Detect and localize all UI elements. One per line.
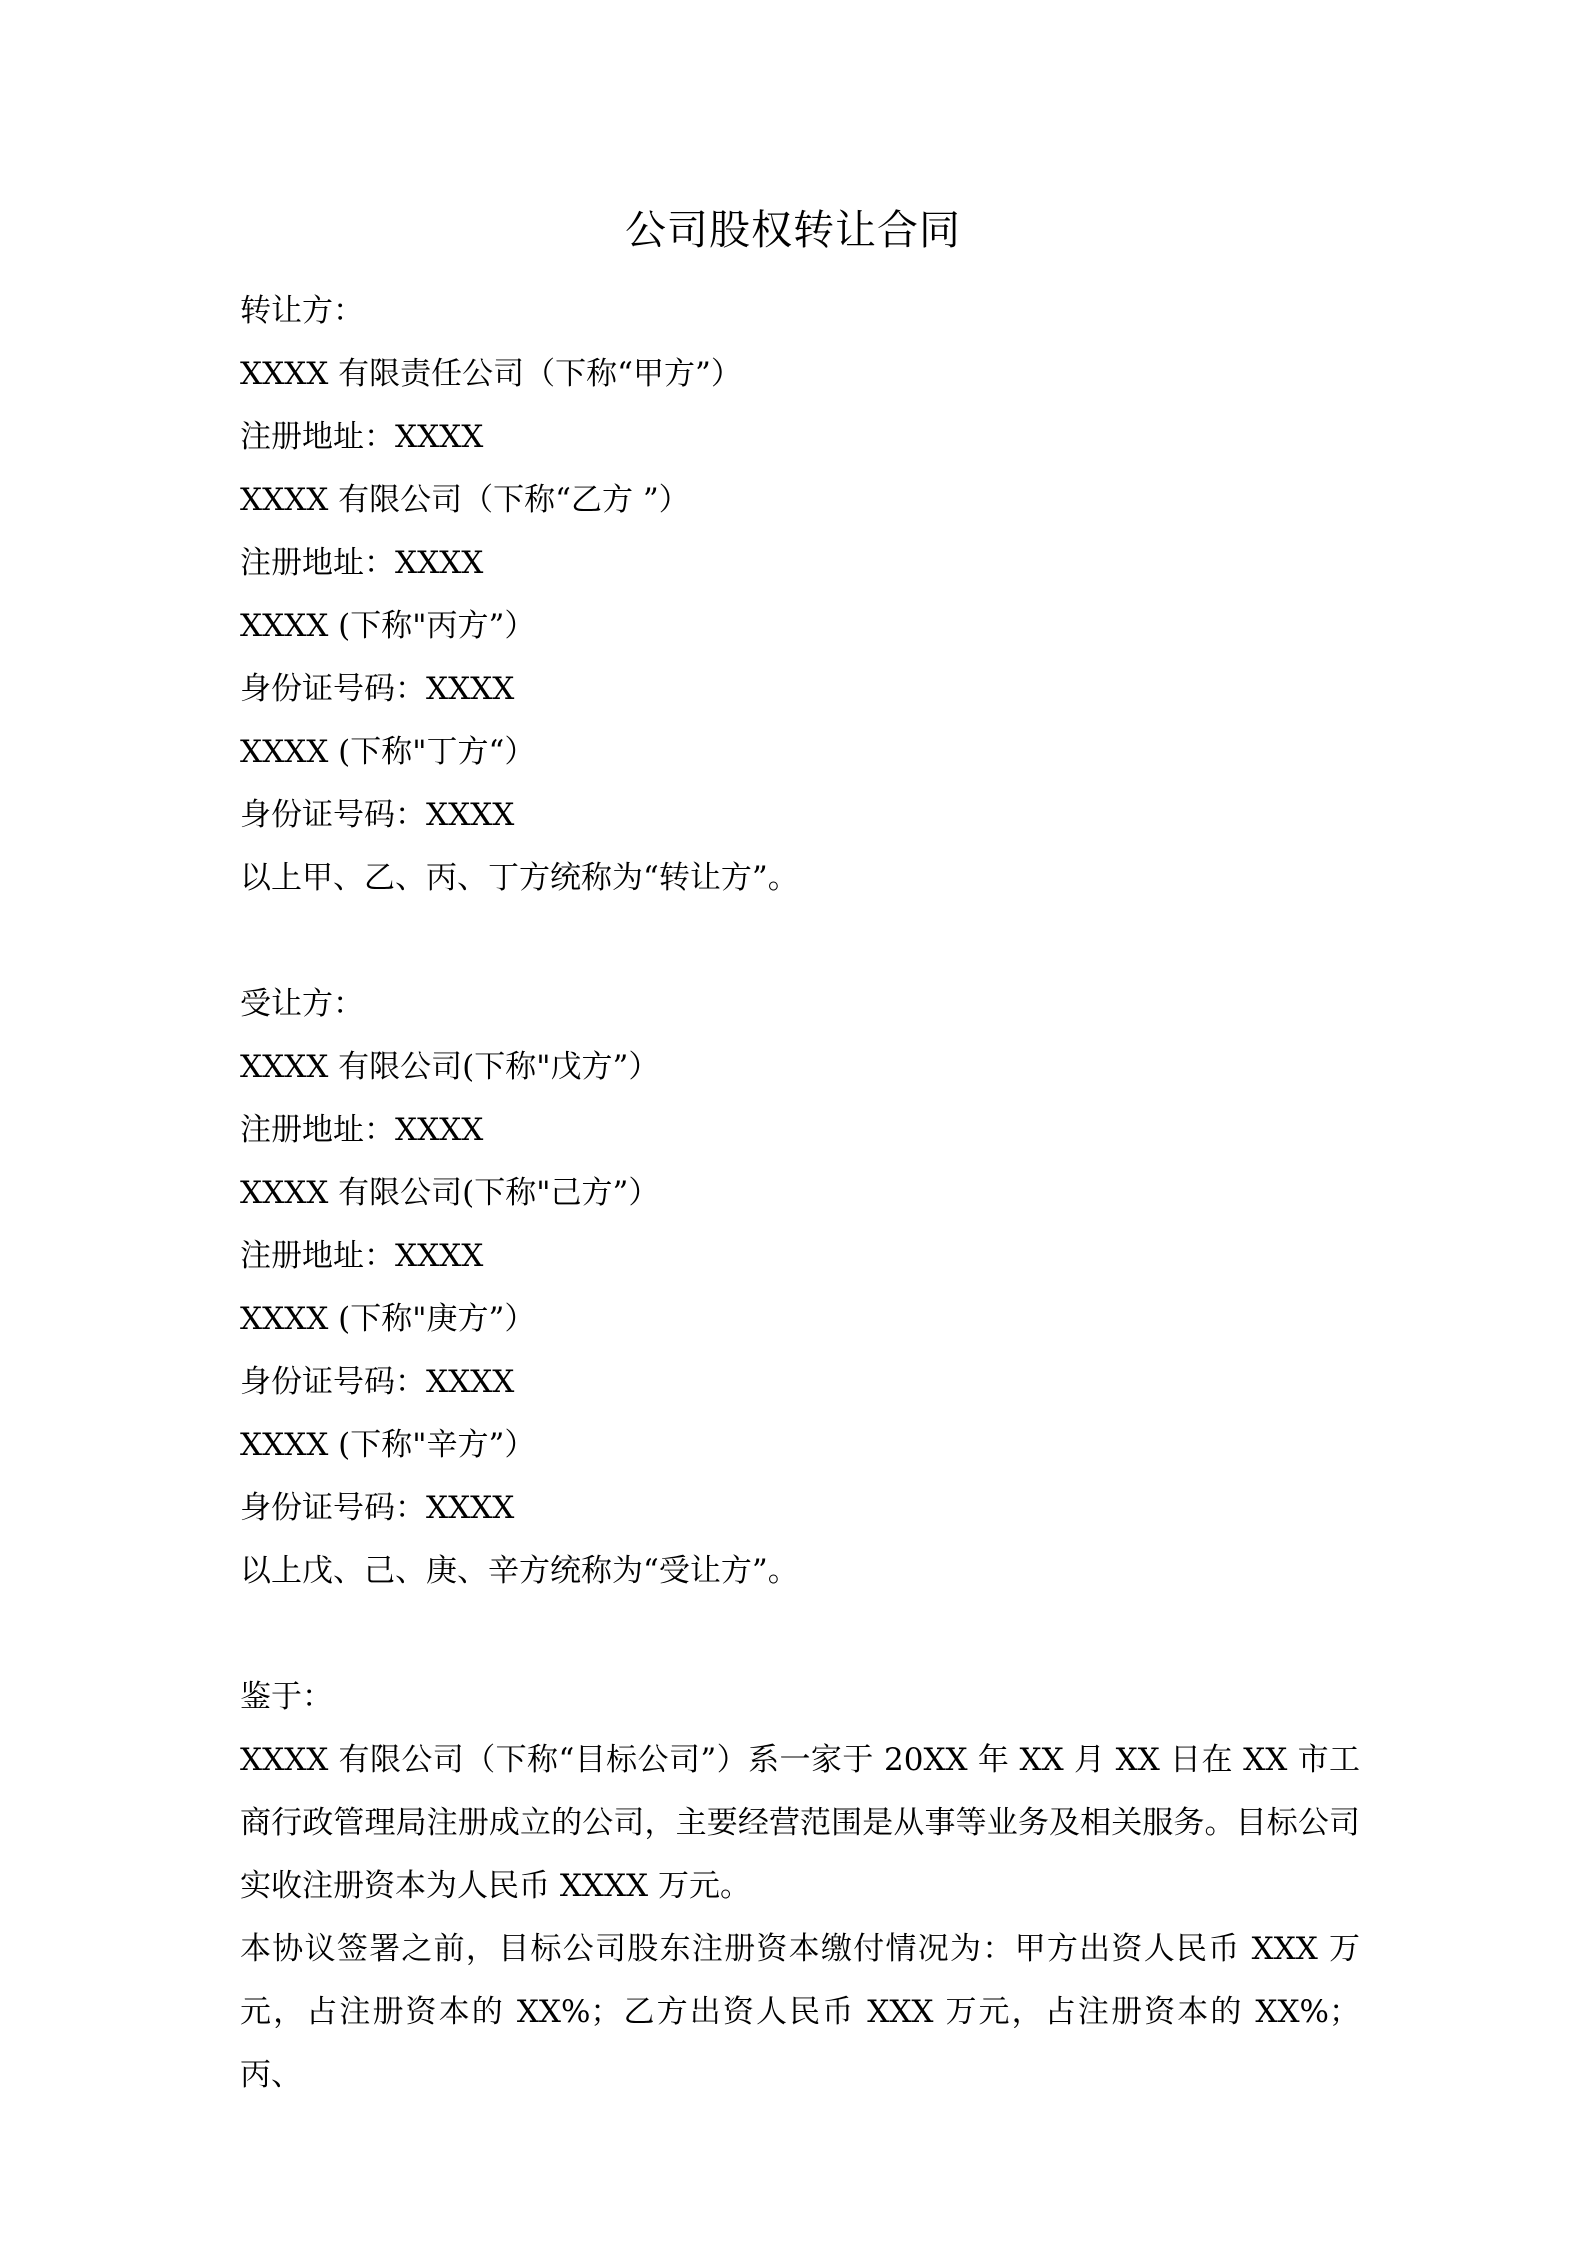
transferee-party-g-id: 身份证号码：XXXX	[240, 1364, 515, 1400]
transferee-section	[240, 973, 1360, 1603]
transferor-party-b-address: 注册地址：XXXX	[240, 545, 484, 581]
transferee-party-f-address: 注册地址：XXXX	[240, 1238, 484, 1274]
transferee-party-f: XXXX 有限公司(下称"己方”）	[240, 1175, 660, 1211]
transferee-party-g: XXXX (下称"庚方”）	[240, 1301, 536, 1337]
transferor-party-c: XXXX (下称"丙方”）	[240, 608, 536, 644]
recitals-paragraph-capital: 本协议签署之前，目标公司股东注册资本缴付情况为：甲方出资人民币 XXX 万元，占注册资本的 XX%；乙方出资人民币 XXX 万元，占注册资本的 XX%；丙、	[240, 1931, 1360, 2093]
transferee-party-h-id: 身份证号码：XXXX	[240, 1490, 515, 1526]
transferor-party-a: XXXX 有限责任公司（下称“甲方”）	[240, 356, 742, 392]
transferee-summary: 以上戊、己、庚、辛方统称为“受让方”。	[240, 1553, 799, 1589]
section-spacer	[240, 910, 1360, 973]
transferor-party-b: XXXX 有限公司（下称“乙方 ”）	[240, 482, 690, 518]
transferee-party-e-address: 注册地址：XXXX	[240, 1112, 484, 1148]
document-title: 公司股权转让合同	[625, 206, 961, 254]
transferee-heading: 受让方：	[240, 986, 364, 1022]
transferor-heading: 转让方：	[240, 293, 364, 329]
recitals-paragraph-target-company: XXXX 有限公司（下称“目标公司”）系一家于 20XX 年 XX 月 XX 日在 XX 市工商行政管理局注册成立的公司，主要经营范围是从事等业务及相关服务。目标公司实收注册资本为人民币 XXXX 万元。	[240, 1742, 1360, 1904]
transferee-party-h: XXXX (下称"辛方”）	[240, 1427, 536, 1463]
transferor-summary: 以上甲、乙、丙、丁方统称为“转让方”。	[240, 860, 799, 896]
section-spacer	[240, 1603, 1360, 1666]
recitals-section	[240, 1666, 1360, 2107]
transferor-party-d-id: 身份证号码：XXXX	[240, 797, 515, 833]
transferor-party-a-address: 注册地址：XXXX	[240, 419, 484, 455]
transferor-section	[240, 280, 1360, 910]
document-body	[240, 280, 1360, 2107]
transferor-party-d: XXXX (下称"丁方“）	[240, 734, 536, 770]
recitals-heading: 鉴于：	[240, 1679, 333, 1715]
transferor-party-c-id: 身份证号码：XXXX	[240, 671, 515, 707]
transferee-party-e: XXXX 有限公司(下称"戊方”）	[240, 1049, 660, 1085]
